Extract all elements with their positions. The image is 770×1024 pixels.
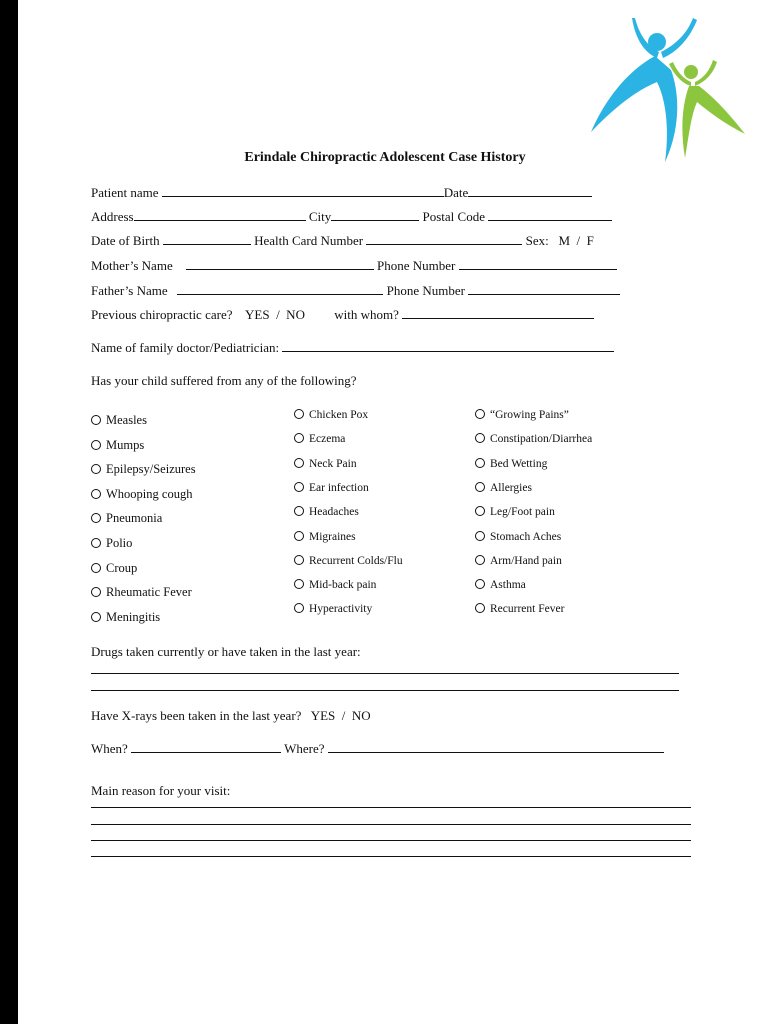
condition-label: Leg/Foot pain: [490, 506, 555, 519]
clinic-logo: [585, 12, 750, 167]
condition-constipation-diarrhea[interactable]: [475, 433, 592, 445]
condition-label: Bed Wetting: [490, 457, 548, 470]
condition-growing-pains[interactable]: [475, 409, 569, 421]
condition-whooping-cough[interactable]: [91, 487, 192, 502]
radio-circle-icon[interactable]: [91, 563, 101, 573]
dob-label: Date of Birth: [91, 233, 160, 248]
drugs-label: Drugs taken currently or have taken in the last year:: [91, 644, 361, 659]
condition-pneumonia[interactable]: [91, 511, 162, 526]
conditions-question: Has your child suffered from any of the following?: [91, 373, 357, 388]
logo-green-body: [682, 86, 745, 158]
main-reason-line-2[interactable]: [91, 824, 691, 825]
radio-circle-icon[interactable]: [294, 506, 304, 516]
sex-label: Sex:: [525, 233, 549, 248]
condition-croup[interactable]: [91, 561, 137, 576]
father-phone-label: Phone Number: [386, 283, 466, 298]
date-label: Date: [443, 185, 469, 200]
city-field[interactable]: [331, 209, 419, 221]
condition-allergies[interactable]: [475, 482, 532, 494]
radio-circle-icon[interactable]: [294, 579, 304, 589]
logo-green-head: [684, 65, 698, 79]
row-mother: [91, 258, 617, 274]
address-field[interactable]: [134, 209, 306, 221]
radio-circle-icon[interactable]: [91, 464, 101, 474]
row-family-doctor: [91, 340, 614, 356]
logo-blue-arm-right: [661, 18, 697, 58]
condition-meningitis[interactable]: [91, 610, 160, 625]
condition-label: Pneumonia: [106, 511, 163, 526]
condition-label: Mumps: [106, 437, 145, 452]
row-father: [91, 283, 620, 299]
row-previous-care: [91, 307, 594, 323]
radio-circle-icon[interactable]: [91, 513, 101, 523]
mother-phone-field[interactable]: [459, 258, 617, 270]
condition-leg-foot-pain[interactable]: [475, 506, 555, 518]
condition-label: Ear infection: [309, 481, 369, 494]
condition-label: Recurrent Fever: [490, 603, 565, 616]
health-card-field[interactable]: [366, 233, 522, 245]
dob-field[interactable]: [163, 233, 251, 245]
condition-headaches[interactable]: [294, 506, 359, 518]
radio-circle-icon[interactable]: [294, 458, 304, 468]
condition-label: Eczema: [309, 433, 346, 446]
condition-label: Allergies: [490, 481, 532, 494]
radio-circle-icon[interactable]: [475, 506, 485, 516]
condition-label: Croup: [106, 560, 138, 575]
radio-circle-icon[interactable]: [294, 409, 304, 419]
xrays-yes-no[interactable]: YES / NO: [310, 708, 371, 723]
radio-circle-icon[interactable]: [475, 603, 485, 613]
condition-label: Whooping cough: [106, 486, 193, 501]
row-patient-name: [91, 185, 592, 201]
condition-rheumatic-fever[interactable]: [91, 585, 192, 600]
condition-label: Measles: [106, 413, 147, 427]
condition-mumps[interactable]: [91, 438, 144, 453]
condition-hyperactivity[interactable]: [294, 603, 372, 615]
radio-circle-icon[interactable]: [91, 415, 101, 425]
condition-label: Hyperactivity: [309, 603, 373, 616]
condition-label: Mid-back pain: [309, 579, 377, 592]
family-doctor-field[interactable]: [282, 340, 614, 352]
radio-circle-icon[interactable]: [294, 482, 304, 492]
condition-label: “Growing Pains”: [490, 409, 569, 421]
previous-care-yes-no[interactable]: YES / NO: [245, 307, 305, 322]
radio-circle-icon[interactable]: [475, 579, 485, 589]
condition-label: Chicken Pox: [309, 409, 369, 421]
family-doctor-label: Name of family doctor/Pediatrician:: [91, 340, 280, 355]
radio-circle-icon[interactable]: [475, 458, 485, 468]
condition-bed-wetting[interactable]: [475, 458, 547, 470]
condition-asthma[interactable]: [475, 579, 526, 591]
condition-mid-back-pain[interactable]: [294, 579, 376, 591]
condition-label: Migraines: [309, 530, 356, 543]
when-field[interactable]: [131, 741, 281, 753]
condition-label: Headaches: [309, 506, 359, 519]
city-label: City: [308, 209, 332, 224]
logo-green-arm-right: [695, 60, 717, 86]
health-card-label: Health Card Number: [254, 233, 364, 248]
radio-circle-icon[interactable]: [91, 612, 101, 622]
radio-circle-icon[interactable]: [91, 440, 101, 450]
radio-circle-icon[interactable]: [475, 555, 485, 565]
logo-blue-body: [591, 56, 677, 162]
radio-circle-icon[interactable]: [294, 433, 304, 443]
condition-label: Neck Pain: [309, 457, 357, 470]
condition-recurrent-colds-flu[interactable]: [294, 555, 403, 567]
condition-label: Polio: [106, 536, 133, 550]
condition-eczema[interactable]: [294, 433, 345, 445]
row-address: [91, 209, 612, 225]
condition-stomach-aches[interactable]: [475, 531, 561, 543]
condition-label: Stomach Aches: [490, 530, 562, 543]
condition-polio[interactable]: [91, 536, 132, 551]
radio-circle-icon[interactable]: [294, 603, 304, 613]
radio-circle-icon[interactable]: [294, 531, 304, 541]
condition-label: Constipation/Diarrhea: [490, 433, 593, 446]
radio-circle-icon[interactable]: [91, 489, 101, 499]
condition-label: Rheumatic Fever: [106, 585, 192, 600]
radio-circle-icon[interactable]: [91, 587, 101, 597]
condition-label: Arm/Hand pain: [490, 554, 562, 567]
condition-measles[interactable]: [91, 413, 147, 428]
sex-options[interactable]: M / F: [558, 233, 594, 248]
main-reason-line-4[interactable]: [91, 856, 691, 857]
father-phone-field[interactable]: [468, 283, 620, 295]
previous-care-label: Previous chiropractic care?: [91, 307, 233, 322]
form-title: Erindale Chiropractic Adolescent Case History: [244, 150, 526, 165]
condition-migraines[interactable]: [294, 531, 356, 543]
when-label: When?: [91, 741, 128, 756]
mother-name-label: Mother’s Name: [91, 258, 173, 273]
date-field[interactable]: [468, 185, 592, 197]
with-whom-field[interactable]: [402, 307, 594, 319]
radio-circle-icon[interactable]: [475, 531, 485, 541]
patient-name-field[interactable]: [162, 185, 444, 197]
condition-label: Epilepsy/Seizures: [106, 462, 196, 477]
father-name-field[interactable]: [177, 283, 383, 295]
mother-name-field[interactable]: [186, 258, 374, 270]
xrays-label: Have X-rays been taken in the last year?: [91, 708, 302, 723]
condition-label: Asthma: [490, 579, 526, 592]
condition-ear-infection[interactable]: [294, 482, 369, 494]
condition-neck-pain[interactable]: [294, 458, 357, 470]
row-when-where: [91, 741, 664, 757]
condition-arm-hand-pain[interactable]: [475, 555, 562, 567]
main-reason-label: Main reason for your visit:: [91, 783, 231, 798]
patient-name-label: Patient name: [91, 185, 159, 200]
radio-circle-icon[interactable]: [475, 482, 485, 492]
radio-circle-icon[interactable]: [294, 555, 304, 565]
condition-chicken-pox[interactable]: [294, 409, 368, 421]
mother-phone-label: Phone Number: [376, 258, 456, 273]
radio-circle-icon[interactable]: [475, 433, 485, 443]
address-label: Address: [91, 209, 134, 224]
radio-circle-icon[interactable]: [91, 538, 101, 548]
with-whom-label: with whom?: [334, 307, 399, 322]
condition-recurrent-fever[interactable]: [475, 603, 564, 615]
drugs-line-2[interactable]: [91, 690, 679, 691]
main-reason-line-1[interactable]: [91, 807, 691, 808]
condition-label: Meningitis: [106, 609, 161, 624]
father-name-label: Father’s Name: [91, 283, 168, 298]
postal-code-field[interactable]: [488, 209, 612, 221]
radio-circle-icon[interactable]: [475, 409, 485, 419]
condition-label: Recurrent Colds/Flu: [309, 554, 403, 567]
main-reason-line-3[interactable]: [91, 840, 691, 841]
row-dob: [91, 233, 594, 249]
postal-code-label: Postal Code: [422, 209, 485, 224]
where-field[interactable]: [328, 741, 664, 753]
row-xrays: [91, 708, 371, 724]
condition-epilepsy-seizures[interactable]: [91, 462, 196, 477]
drugs-line-1[interactable]: [91, 673, 679, 674]
where-label: Where?: [284, 741, 325, 756]
